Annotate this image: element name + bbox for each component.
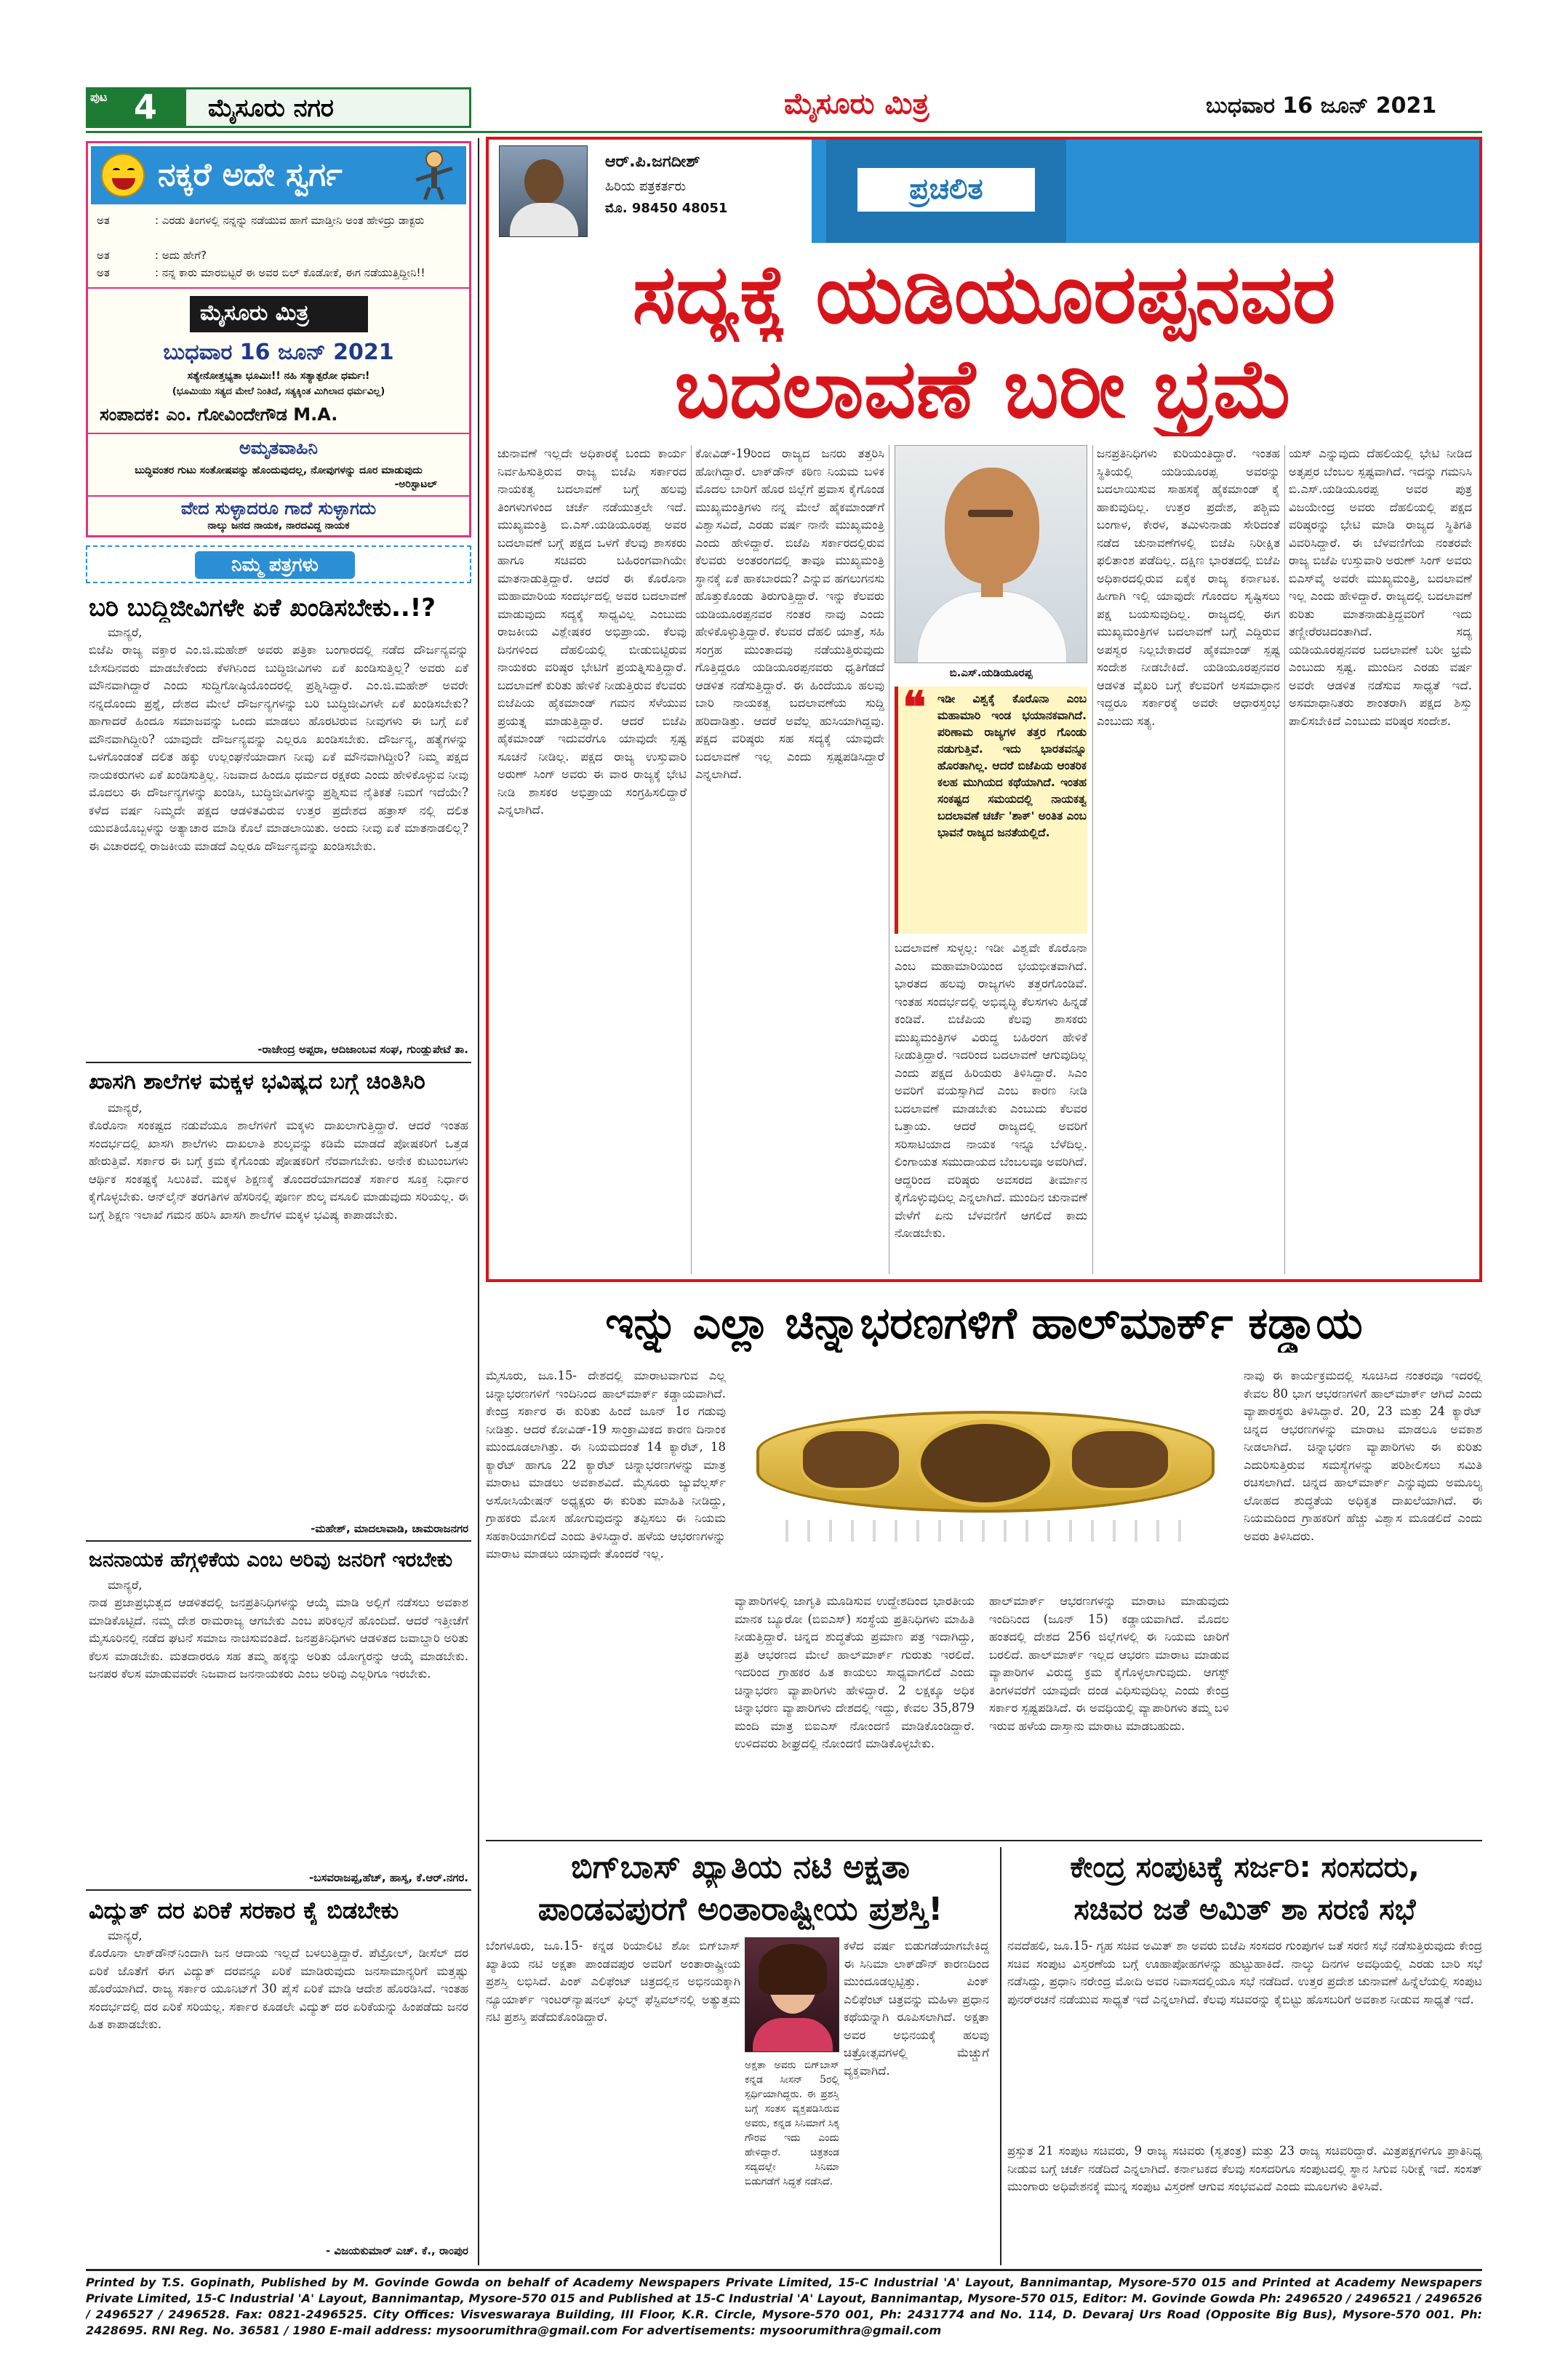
masthead-logo: ಮೈಸೂರು ಮಿತ್ರ <box>784 87 929 121</box>
feature-body-col4: ಜನಪ್ರತಿನಿಧಿಗಳು ಕುರಿಯಂತಿದ್ದಾರೆ. ಇಂತಹ ಸ್ಥಿತಿಯಲ್ಲಿ ಯಡಿಯೂರಪ್ಪ ಅವರನ್ನು ಬದಲಾಯಿಸುವ ಸಾಹಸಕ್ಕೆ ಹೈಕಮಾಂಡ್ ಕೈ ಹಾಕುವುದಿಲ್ಲ. ಉತ್ತರ ಪ್ರದೇಶ, ಪಶ್ಚಿಮ ಬಂಗಾಳ, ಕೇರಳ, ತಮಿಳುನಾಡು ಸೇರಿದಂತೆ ನಡೆದ ಚುನಾವಣೆಗಳಲ್ಲಿ ಬಿಜೆಪಿ ನಿರೀಕ್ಷಿತ ಫಲಿತಾಂಶ ಪಡೆದಿಲ್ಲ. ದಕ್ಷಿಣ ಭಾರತದಲ್ಲಿ ಬಿಜೆಪಿ ಅಧಿಕಾರದಲ್ಲಿರುವ ಏಕೈಕ ರಾಜ್ಯ ಕರ್ನಾಟಕ. ಹೀಗಾಗಿ ಇಲ್ಲಿ ಯಾವುದೇ ಗೊಂದಲ ಸೃಷ್ಟಿಸಲು ಪಕ್ಷ ಬಯಸುವುದಿಲ್ಲ. ರಾಜ್ಯದಲ್ಲಿ ಈಗ ಮುಖ್ಯಮಂತ್ರಿಗಳ ಬದಲಾವಣೆ ಬಗ್ಗೆ ಎದ್ದಿರುವ ಅಪಸ್ವರ ನಿಲ್ಲಬೇಕಾದರೆ ಹೈಕಮಾಂಡ್ ಸ್ಪಷ್ಟ ಸಂದೇಶ ನೀಡಬೇಕಿದೆ. ಯಡಿಯೂರಪ್ಪನವರ ಆಡಳಿತ ವೈಖರಿ ಬಗ್ಗೆ ಕೆಲವರಿಗೆ ಅಸಮಾಧಾನ ಇದ್ದರೂ ಸರ್ಕಾರಕ್ಕೆ ಅವರೇ ಆಧಾರಸ್ತಂಭ ಎಂಬುದು ಸತ್ಯ. <box>1097 447 1280 728</box>
amrita-text: ಬುದ್ಧಿವಂತರ ಗುಟು ಸಂತೋಷವನ್ನು ಹೊಂದುವುದಲ್ಲ, ನೋವುಗಳನ್ನು ದೂರ ಮಾಡುವುದು <box>135 465 423 476</box>
author-strip <box>489 140 1479 243</box>
bigboss-col3: ಅಕ್ಷತಾ ಅವರು ಬಿಗ್‌ಬಾಸ್ ಕನ್ನಡ ಸೀಸನ್ 5ರಲ್ಲಿ ಸ್ಪರ್ಧಿಯಾಗಿದ್ದರು. ಈ ಪ್ರಶಸ್ತಿ ಬಗ್ಗೆ ಸಂತಸ ವ್ಯಕ್ತಪಡಿಸಿರುವ ಅವರು, ಕನ್ನಡ ಸಿನಿಮಾಗೆ ಸಿಕ್ಕ ಗೌರವ ಇದು ಎಂದು ಹೇಳಿದ್ದಾರೆ. ಚಿತ್ರತಂಡ ಸದ್ಯದಲ್ಲೇ ಸಿನಿಮಾ ಬಿಡುಗಡೆಗೆ ಸಿದ್ಧತೆ ನಡೆಸಿದೆ. <box>745 2059 839 2187</box>
letter-headline: ವಿದ್ಯುತ್ ದರ ಏರಿಕೆ ಸರಕಾರ ಕೈ ಬಿಡಬೇಕು <box>89 1897 399 1924</box>
letters-label-box: ನಿಮ್ಮ ಪತ್ರಗಳು <box>195 551 355 579</box>
letter-headline: ಬರಿ ಬುದ್ಧಿಜೀವಿಗಳೇ ಏಕೆ ಖಂಡಿಸಬೇಕು..!? <box>89 593 436 622</box>
letter-sign: -ಬಸವರಾಜಪ್ಪ,ಹೆಚ್, ಹಾಸ್ಯ, ಕೆ.ಆರ್.ನಗರ. <box>309 1871 468 1884</box>
imprint-footer: Printed by T.S. Gopinath, Published by M. Govinde Gowda on behalf of Academy Newspapers Private Limited, 15-C Industrial 'A' Layout, Bannimantap, Mysore-570 015 and Printed at Academy Newspapers Private Limited, 15-C Industrial 'A' Layout, Bannimantap, Mysore-570 015 and Published at 15-C Industrial 'A' Layout, Bannimantap, Mysore-570 015, Editor: M. Govinde Gowda Ph: 2496520 / 2496521 / 2496526 / 2496527 / 2496528. Fax: 0821-2496525. City Offices: Visveswaraya Building, III Floor, K.R. Circle, Mysore-570 001, Ph: 2431774 and No. 114, D. Devaraj Urs Road (Opposite Big Bus), Mysore-570 001. Ph: 2428695. RNI Reg. No. 36581 / 1980 E-mail address: mysoorumithra@gmail.com For advertisements: mysoorumithra@gmail.com <box>86 2275 1482 2337</box>
photo-caption: ಬಿ.ಎಸ್.ಯಡಿಯೂರಪ್ಪ <box>949 666 1033 679</box>
letter-body: ಕೊರೊನಾ ಸಂಕಷ್ಟದ ನಡುವೆಯೂ ಶಾಲೆಗಳಿಗೆ ಮಕ್ಕಳು ದಾಖಲಾಗುತ್ತಿದ್ದಾರೆ. ಆದರೆ ಇಂತಹ ಸಂದರ್ಭದಲ್ಲಿ ಖಾಸಗಿ ಶಾಲೆಗಳು ದಾಖಲಾತಿ ಶುಲ್ಕವನ್ನು ಕಡಿಮೆ ಮಾಡದೆ ಪೋಷಕರಿಗೆ ಒತ್ತಡ ಹೇರುತ್ತಿವೆ. ಸರ್ಕಾರ ಈ ಬಗ್ಗೆ ಕ್ರಮ ಕೈಗೊಂಡು ಪೋಷಕರಿಗೆ ನೆರವಾಗಬೇಕು. ಅನೇಕ ಕುಟುಂಬಗಳು ಆರ್ಥಿಕ ಸಂಕಷ್ಟಕ್ಕೆ ಸಿಲುಕಿವೆ. ಮಕ್ಕಳ ಶಿಕ್ಷಣಕ್ಕೆ ತೊಂದರೆಯಾಗದಂತೆ ಸರ್ಕಾರ ಸೂಕ್ತ ನಿರ್ಧಾರ ಕೈಗೊಳ್ಳಬೇಕು. ಆನ್‌ಲೈನ್ ತರಗತಿಗಳ ಹೆಸರಿನಲ್ಲಿ ಪೂರ್ಣ ಶುಲ್ಕ ವಸೂಲಿ ಮಾಡುವುದು ಸರಿಯಲ್ಲ. ಈ ಬಗ್ಗೆ ಶಿಕ್ಷಣ ಇಲಾಖೆ ಗಮನ ಹರಿಸಿ ಖಾಸಗಿ ಶಾಲೆಗಳ ಮಕ್ಕಳ ಭವಿಷ್ಯ ಕಾಪಾಡಬೇಕು. <box>89 1118 468 1222</box>
letter-sign: -ಮಹೇಶ್, ಮಾದಲಾವಾಡಿ, ಚಾಮರಾಜನಗರ <box>311 1522 468 1535</box>
vachana-title: ವೇದ ಸುಳ್ಳಾದರೂ ಗಾದೆ ಸುಳ್ಳಾಗದು <box>180 498 377 519</box>
amrita-title: ಅಮೃತವಾಹಿನಿ <box>239 438 318 458</box>
letter-sign: - ವಿಜಯಕುಮಾರ್ ಎಚ್. ಕೆ., ರಾಂಪುರ <box>325 2244 468 2257</box>
feature-headline-2: ಬದಲಾವಣೆ ಬರೀ ಭ್ರಮೆ <box>674 342 1294 436</box>
masthead-mini: ಮೈಸೂರು ಮಿತ್ರ <box>190 296 368 332</box>
gold-waistbelt-photo <box>735 1367 1236 1585</box>
nakkare-title: ನಕ್ಕರೆ ಅದೇ ಸ್ವರ್ಗ <box>158 156 343 193</box>
hallmark-col1: ಮೈಸೂರು, ಜೂ.15- ದೇಶದಲ್ಲಿ ಮಾರಾಟವಾಗುವ ಎಲ್ಲ ಚಿನ್ನಾಭರಣಗಳಿಗೆ ಇಂದಿನಿಂದ ಹಾಲ್‌ಮಾರ್ಕ್ ಕಡ್ಡಾಯವಾಗಿದೆ. ಕೇಂದ್ರ ಸರ್ಕಾರ ಈ ಕುರಿತು ಹಿಂದೆ ಜೂನ್ 1ರ ಗಡುವು ನೀಡಿತ್ತು. ಆದರೆ ಕೋವಿಡ್-19 ಸಾಂಕ್ರಾಮಿಕದ ಕಾರಣ ದಿನಾಂಕ ಮುಂದೂಡಲಾಗಿತ್ತು. ಈ ನಿಯಮದಂತೆ 14 ಕ್ಯಾರೆಟ್, 18 ಕ್ಯಾರೆಟ್ ಹಾಗೂ 22 ಕ್ಯಾರೆಟ್ ಚಿನ್ನಾಭರಣಗಳನ್ನು ಮಾತ್ರ ಮಾರಾಟ ಮಾಡಲು ಅವಕಾಶವಿದೆ. ಮೈಸೂರು ಜ್ಯುವೆಲ್ಲರ್ಸ್ ಅಸೋಸಿಯೇಷನ್ ಅಧ್ಯಕ್ಷರು ಈ ಕುರಿತು ಮಾಹಿತಿ ನೀಡಿದ್ದು, ಗ್ರಾಹಕರು ಮೋಸ ಹೋಗುವುದನ್ನು ತಪ್ಪಿಸಲು ಈ ನಿಯಮ ಸಹಕಾರಿಯಾಗಲಿದೆ ಎಂದು ತಿಳಿಸಿದ್ದಾರೆ. ಹಳೆಯ ಆಭರಣಗಳನ್ನು ಮಾರಾಟ ಮಾಡಲು ಯಾವುದೇ ತೊಂದರೆ ಇಲ್ಲ. <box>486 1369 726 1561</box>
letter-headline: ಜನನಾಯಕ ಹೆಗ್ಗಳಿಕೆಯ ಎಂಬ ಅರಿವು ಜನರಿಗೆ ಇರಬೇಕು <box>89 1548 453 1572</box>
letter-salutation: ಮಾನ್ಯರೆ, <box>108 1578 143 1592</box>
letter-salutation: ಮಾನ್ಯರೆ, <box>108 625 143 639</box>
letter-body: ಬಿಜೆಪಿ ರಾಜ್ಯ ವಕ್ತಾರ ಎಂ.ಜಿ.ಮಹೇಶ್ ಅವರು ಪತ್ರಿಕಾ ಬಂಗಾರದಲ್ಲಿ ನಡೆದ ದೌರ್ಜನ್ಯವನ್ನು ಬೇಸದಿನವರು ಮಾಡಬೇಕೆಂದು ಕೆಳಗಿನಿಂದ ಬುದ್ಧಿಜೀವಿಗಳು ಏಕೆ ಖಂಡಿಸುತ್ತಿಲ್ಲ? ಅವರು ಏಕೆ ಮೌನವಾಗಿದ್ದಾರೆ ಎಂದು ಸುದ್ದಿಗೋಷ್ಠಿಯೊಂದರಲ್ಲಿ ಪ್ರಶ್ನಿಸಿದ್ದಾರೆ. ಎಂ.ಜಿ.ಮಹೇಶ್ ಅವರೇ ನನ್ನದೊಂದು ಪ್ರಶ್ನೆ, ದೇಶದ ಮೇಲೆ ದೌರ್ಜನ್ಯಗಳನ್ನು ಬರಿ ಬುದ್ಧಿಜೀವಿಗಳೇ ಏಕೆ ಖಂಡಿಸಬೇಕು? ಹಾಗಾದರೆ ಹಿಂದೂ ಸಮಾಜವನ್ನು ಒಂದು ಮಾಡಲು ಹೊರಟಿರುವ ನೀವುಗಳು ಈ ಬಗ್ಗೆ ಏಕೆ ಮೌನವಾಗಿದ್ದೀರಿ? ಯಾವುದೇ ದೌರ್ಜನ್ಯವನ್ನು ಎಲ್ಲರೂ ಖಂಡಿಸಬೇಕು. ದೌರ್ಜನ್ಯ, ಹತ್ಯೆಗಳನ್ನು ಒಳಗೊಂಡಂತೆ ದಲಿತ ಹಕ್ಕು ಉಲ್ಲಂಘನೆಯಾದಾಗ ನೀವು ಏಕೆ ಮೌನವಾಗಿದ್ದೀರಿ? ನಿಮ್ಮ ಪಕ್ಷದ ನಾಯಕರುಗಳು ಏಕೆ ಖಂಡಿಸುತ್ತಿಲ್ಲ. ನಿಜವಾದ ಹಿಂದೂ ಧರ್ಮದ ರಕ್ಷಕರು ಎಂದು ಹೇಳಿಕೊಳ್ಳುವ ನೀವು ಮೊದಲು ಈ ದೌರ್ಜನ್ಯಗಳನ್ನು ಖಂಡಿಸಿ, ಬುದ್ಧಿಜೀವಿಗಳನ್ನು ಪ್ರಶ್ನಿಸುವ ನೈತಿಕತೆ ನಿಮಗೆ ಇದೆಯೇ? ಕಳೆದ ವರ್ಷ ನಿಮ್ಮದೇ ಪಕ್ಷದ ಆಡಳಿತವಿರುವ ಉತ್ತರ ಪ್ರದೇಶದ ಹತ್ರಾಸ್ ನಲ್ಲಿ ದಲಿತ ಯುವತಿಯೊಬ್ಬಳನ್ನು ಅತ್ಯಾಚಾರ ಮಾಡಿ ಕೊಲೆ ಮಾಡಲಾಯಿತು. ಅಂದು ನೀವು ಏಕೆ ಮಾತನಾಡಲಿಲ್ಲ? ಈ ವಿಚಾರದಲ್ಲಿ ರಾಜಕೀಯ ಮಾಡದೆ ಎಲ್ಲರೂ ದೌರ್ಜನ್ಯವನ್ನು ಖಂಡಿಸಬೇಕು. <box>89 643 468 853</box>
page-number: 4 <box>134 87 158 127</box>
akshata-photo <box>745 1937 839 2052</box>
letter-body: ಕೊರೊನಾ ಲಾಕ್‌ಡೌನ್‌ನಿಂದಾಗಿ ಜನ ಆದಾಯ ಇಲ್ಲದೆ ಬಳಲುತ್ತಿದ್ದಾರೆ. ಪೆಟ್ರೋಲ್, ಡೀಸೆಲ್ ದರ ಏರಿಕೆ ಜೊತೆಗೆ ಈಗ ವಿದ್ಯುತ್ ದರವನ್ನೂ ಏರಿಕೆ ಮಾಡಿರುವುದು ಜನಸಾಮಾನ್ಯರಿಗೆ ಮತ್ತಷ್ಟು ಹೊರೆಯಾಗಿದೆ. ರಾಜ್ಯ ಸರ್ಕಾರ ಯೂನಿಟ್‌ಗೆ 30 ಪೈಸೆ ಏರಿಕೆ ಮಾಡಿ ಆದೇಶ ಹೊರಡಿಸಿದೆ. ಇಂತಹ ಸಂದರ್ಭದಲ್ಲಿ ದರ ಏರಿಕೆ ಸರಿಯಲ್ಲ. ಸರ್ಕಾರ ಕೂಡಲೇ ವಿದ್ಯುತ್ ದರ ಏರಿಕೆಯನ್ನು ಹಿಂಪಡೆದು ಜನರ ಹಿತ ಕಾಪಾಡಬೇಕು. <box>89 1946 468 2031</box>
letters-header <box>86 545 471 583</box>
feature-body-col3: ಬದಲಾವಣೆ ಸುಳ್ಳಲ್ಲ: ಇಡೀ ವಿಶ್ವವೇ ಕೊರೊನಾ ಎಂಬ ಮಹಾಮಾರಿಯಿಂದ ಭಯಭೀತವಾಗಿದೆ. ಭಾರತದ ಹಲವು ರಾಜ್ಯಗಳು ತತ್ತರಗೊಂಡಿವೆ. ಇಂತಹ ಸಂದರ್ಭದಲ್ಲಿ ಅಭಿವೃದ್ಧಿ ಕೆಲಸಗಳು ಹಿನ್ನಡೆ ಕಂಡಿವೆ. ಬಿಜೆಪಿಯ ಕೆಲವು ಶಾಸಕರು ಮುಖ್ಯಮಂತ್ರಿಗಳ ವಿರುದ್ಧ ಬಹಿರಂಗ ಹೇಳಿಕೆ ನೀಡುತ್ತಿದ್ದಾರೆ. ಇದರಿಂದ ಬದಲಾವಣೆ ಆಗುವುದಿಲ್ಲ ಎಂದು ಪಕ್ಷದ ಹಿರಿಯರು ತಿಳಿಸಿದ್ದಾರೆ. ಸಿಎಂ ಅವರಿಗೆ ವಯಸ್ಸಾಗಿದೆ ಎಂಬ ಕಾರಣ ನೀಡಿ ಬದಲಾವಣೆ ಮಾಡಬೇಕು ಎಂಬುದು ಕೆಲವರ ಒತ್ತಾಯ. ಆದರೆ ರಾಜ್ಯದಲ್ಲಿ ಅವರಿಗೆ ಸರಿಸಾಟಿಯಾದ ನಾಯಕ ಇನ್ನೂ ಬೆಳೆದಿಲ್ಲ. ಲಿಂಗಾಯತ ಸಮುದಾಯದ ಬೆಂಬಲವೂ ಅವರಿಗಿದೆ. ಆದ್ದರಿಂದ ವರಿಷ್ಠರು ಅವಸರದ ತೀರ್ಮಾನ ಕೈಗೊಳ್ಳುವುದಿಲ್ಲ ಎನ್ನಲಾಗಿದೆ. ಮುಂದಿನ ಚುನಾವಣೆ ವೇಳೆಗೆ ಏನು ಬೆಳವಣಿಗೆ ಆಗಲಿದೆ ಕಾದು ನೋಡಬೇಕು. <box>895 941 1087 1240</box>
laughing-face-icon <box>101 153 145 197</box>
editor-line: ಸಂಪಾದಕ: ಎಂ. ಗೋವಿಂದೇಗೌಡ M.A. <box>100 404 338 425</box>
nakkare-box <box>86 141 471 537</box>
author-name: ಆರ್.ಪಿ.ಜಗದೀಶ್ <box>605 153 700 171</box>
hallmark-headline: ಇನ್ನು ಎಲ್ಲಾ ಚಿನ್ನಾಭರಣಗಳಿಗೆ ಹಾಲ್‌ಮಾರ್ಕ್ ಕಡ್ಡಾಯ <box>605 1298 1363 1349</box>
feature-body-col2: ಕೋವಿಡ್-19ರಿಂದ ರಾಜ್ಯದ ಜನರು ತತ್ತರಿಸಿ ಹೋಗಿದ್ದಾರೆ. ಲಾಕ್‌ಡೌನ್ ಕಠಿಣ ನಿಯಮ ಬಳಿಕ ಮೊದಲ ಬಾರಿಗೆ ಹೊರ ಜಿಲ್ಲೆಗೆ ಪ್ರವಾಸ ಕೈಗೊಂಡ ಮುಖ್ಯಮಂತ್ರಿಗಳು ನನ್ನ ಮೇಲೆ ಹೈಕಮಾಂಡ್‌ಗೆ ವಿಶ್ವಾಸವಿದೆ, ಎರಡು ವರ್ಷ ನಾನೇ ಮುಖ್ಯಮಂತ್ರಿ ಎಂದು ಹೇಳಿದ್ದಾರೆ. ಬಿಜೆಪಿ ಸರ್ಕಾರದಲ್ಲಿರುವ ಕೆಲವರು ಅಂತರಂಗದಲ್ಲಿ ತಾವೂ ಮುಖ್ಯಮಂತ್ರಿ ಸ್ಥಾನಕ್ಕೆ ಏಕೆ ಹಾಕಬಾರದು? ಎನ್ನುವ ಹಗಲುಗನಸು ಹೊತ್ತುಕೊಂಡು ತಿರುಗುತ್ತಿದ್ದಾರೆ. ಇನ್ನು ಕೆಲವರು ಯಡಿಯೂರಪ್ಪನವರ ನಂತರ ನಾವು ಎಂದು ಹೇಳಿಕೊಳ್ಳುತ್ತಿದ್ದಾರೆ. ಕೆಲವರ ದೆಹಲಿ ಯಾತ್ರೆ, ಸಹಿ ಸಂಗ್ರಹ ಮುಂತಾದವು ನಡೆಯುತ್ತಿರುವುದು ಗೊತ್ತಿದ್ದರೂ ಯಡಿಯೂರಪ್ಪನವರು ಧೃತಿಗೆಡದೆ ಆಡಳಿತ ನಡೆಸುತ್ತಿದ್ದಾರೆ. ಈ ಹಿಂದೆಯೂ ಹಲವು ಬಾರಿ ನಾಯಕತ್ವ ಬದಲಾವಣೆಯ ಸುದ್ದಿ ಹರಿದಾಡಿತ್ತು. ಆದರೆ ಅವೆಲ್ಲ ಹುಸಿಯಾಗಿದ್ದವು. ಪಕ್ಷದ ವರಿಷ್ಠರು ಸಹ ಸದ್ಯಕ್ಕೆ ಯಾವುದೇ ಬದಲಾವಣೆ ಇಲ್ಲ ಎಂದು ಸ್ಪಷ್ಟಪಡಿಸಿದ್ದಾರೆ ಎನ್ನಲಾಗಿದೆ. <box>695 447 884 781</box>
quote-mark-icon: ❝ <box>903 682 927 733</box>
infobox-date: ಬುಧವಾರ 16 ಜೂನ್ 2021 <box>163 340 394 365</box>
pull-quote-box <box>895 682 1087 934</box>
pull-quote-text: ಇಡೀ ವಿಶ್ವಕ್ಕೆ ಕೊರೊನಾ ಎಂಬ ಮಹಾಮಾರಿ ಇಂಡ ಭಯಾನಕವಾಗಿದೆ. ಪರಿಣಾಮ ರಾಜ್ಯಗಳ ತತ್ತರ ಗೊಂಡು ನಡುಗುತ್ತಿವೆ. ಇದು ಭಾರತವನ್ನೂ ಹೊರತಾಗಿಲ್ಲ. ಆದರೆ ಬಿಜೆಪಿಯ ಆಂತರಿಕ ಕಲಹ ಮುಗಿಯದ ಕಥೆಯಾಗಿದೆ. ಇಂತಹ ಸಂಕಷ್ಟದ ಸಮಯದಲ್ಲಿ ನಾಯಕತ್ವ ಬದಲಾವಣೆ ಚರ್ಚೆ 'ಶಾಕ್' ಅಂತಿತ ಎಂಬ ಭಾವನೆ ರಾಜ್ಯದ ಜನತೆಯಲ್ಲಿದೆ. <box>937 692 1087 839</box>
letters-section <box>86 545 471 2269</box>
bigboss-col2: ಕಳೆದ ವರ್ಷ ಬಿಡುಗಡೆಯಾಗಬೇಕಿದ್ದ ಈ ಸಿನಿಮಾ ಲಾಕ್‌ಡೌನ್ ಕಾರಣದಿಂದ ಮುಂದೂಡಲ್ಪಟ್ಟಿತ್ತು. ಪಿಂಕ್ ಎಲಿಫೆಂಟ್ ಚಿತ್ರವನ್ನು ಮಹಿಳಾ ಪ್ರಧಾನ ಕಥೆಯನ್ನಾಗಿ ರೂಪಿಸಲಾಗಿದೆ. ಅಕ್ಷತಾ ಅವರ ಅಭಿನಯಕ್ಕೆ ಹಲವು ಚಿತ್ರೋತ್ಸವಗಳಲ್ಲಿ ಮೆಚ್ಚುಗೆ ವ್ಯಕ್ತವಾಗಿದೆ. <box>844 1939 989 2078</box>
cabinet-col2: ಪ್ರಸ್ತುತ 21 ಸಂಪುಟ ಸಚಿವರು, 9 ರಾಜ್ಯ ಸಚಿವರು (ಸ್ವತಂತ್ರ) ಮತ್ತು 23 ರಾಜ್ಯ ಸಚಿವರಿದ್ದಾರೆ. ಮಿತ್ರಪಕ್ಷಗಳಿಗೂ ಪ್ರಾತಿನಿಧ್ಯ ನೀಡುವ ಬಗ್ಗೆ ಚರ್ಚೆ ನಡೆದಿದೆ ಎನ್ನಲಾಗಿದೆ. ಕರ್ನಾಟಕದ ಕೆಲವು ಸಂಸದರಿಗೂ ಸಂಪುಟದಲ್ಲಿ ಸ್ಥಾನ ಸಿಗುವ ನಿರೀಕ್ಷೆ ಇದೆ. ಸಂಸತ್ ಮುಂಗಾರು ಅಧಿವೇಶನಕ್ಕೆ ಮುನ್ನ ಸಂಪುಟ ವಿಸ್ತರಣೆ ಆಗುವ ಸಂಭವವಿದೆ ಎಂದು ಮೂಲಗಳು ತಿಳಿಸಿವೆ. <box>1007 2144 1482 2193</box>
letter-body: ನಾಡ ಪ್ರಜಾಪ್ರಭುತ್ವದ ಆಡಳಿತದಲ್ಲಿ ಜನಪ್ರತಿನಿಧಿಗಳನ್ನು ಆಯ್ಕೆ ಮಾಡಿ ಅಲ್ಲಿಗೆ ನಡೆಸಲು ಅವಕಾಶ ಮಾಡಿಕೊಟ್ಟಿದೆ. ನಮ್ಮ ದೇಶ ರಾಮರಾಜ್ಯ ಆಗಬೇಕು ಎಂಬ ಪರಿಕಲ್ಪನೆ ಹೊಂದಿದೆ. ಆದರೆ ಇತ್ತೀಚೆಗೆ ಮೈಸೂರಿನಲ್ಲಿ ನಡೆದ ಘಟನೆ ಸಮಾಜ ನಾಚಿಸುವಂತಿದೆ. ಜನಪ್ರತಿನಿಧಿಗಳು ಆಡಳಿತದ ಜವಾಬ್ದಾರಿ ಅರಿತು ಕೆಲಸ ಮಾಡಬೇಕು. ಮತದಾರರೂ ಸಹ ತಮ್ಮ ಹಕ್ಕನ್ನು ಅರಿತು ಯೋಗ್ಯರನ್ನು ಆಯ್ಕೆ ಮಾಡಬೇಕು. ಜನಪರ ಕೆಲಸ ಮಾಡುವವರೇ ನಿಜವಾದ ಜನನಾಯಕರು ಎಂಬ ಅರಿವು ಎಲ್ಲರಿಗೂ ಇರಬೇಕು. <box>89 1596 468 1681</box>
amrita-author: -ಅರಿಸ್ಟಾಟಲ್ <box>394 479 437 490</box>
infobox-motto2: (ಭೂಮಿಯು ಸತ್ಯದ ಮೇಲೆ ನಿಂತಿದೆ, ಸತ್ಯಕ್ಕಿಂತ ಮಿಗಿಲಾದ ಧರ್ಮವಿಲ್ಲ) <box>172 386 385 397</box>
bigboss-headline-1: ಬಿಗ್‌ಬಾಸ್ ಖ್ಯಾತಿಯ ನಟಿ ಅಕ್ಷತಾ <box>571 1849 910 1886</box>
cartoon-figure-icon <box>411 151 457 200</box>
nakkare-header <box>91 146 466 204</box>
page-label-box <box>86 87 184 128</box>
cabinet-col1: ನವದೆಹಲಿ, ಜೂ.15- ಗೃಹ ಸಚಿವ ಅಮಿತ್ ಶಾ ಅವರು ಬಿಜೆಪಿ ಸಂಸದರ ಗುಂಪುಗಳ ಜತೆ ಸರಣಿ ಸಭೆ ನಡೆಸುತ್ತಿರುವುದು ಕೇಂದ್ರ ಸಚಿವ ಸಂಪುಟ ವಿಸ್ತರಣೆಯ ಬಗ್ಗೆ ಊಹಾಪೋಹಗಳನ್ನು ಹುಟ್ಟುಹಾಕಿದೆ. ನಾಲ್ಕು ದಿನಗಳ ಅವಧಿಯಲ್ಲಿ ಎರಡು ಬಾರಿ ಸಭೆ ನಡೆಸಿದ್ದು, ಪ್ರಧಾನಿ ನರೇಂದ್ರ ಮೋದಿ ಅವರ ನಿವಾಸದಲ್ಲಿಯೂ ಸಭೆ ನಡೆದಿದೆ. ಉತ್ತರ ಪ್ರದೇಶ ಚುನಾವಣೆ ಹಿನ್ನೆಲೆಯಲ್ಲಿ ಸಂಪುಟ ಪುನರ್‌ರಚನೆ ನಡೆಯುವ ಸಾಧ್ಯತೆ ಇದೆ ಎನ್ನಲಾಗಿದೆ. ಕೆಲವು ಸಚಿವರನ್ನು ಕೈಬಿಟ್ಟು ಹೊಸಬರಿಗೆ ಅವಕಾಶ ನೀಡುವ ಸಾಧ್ಯತೆ ಇದೆ. <box>1007 1939 1482 2006</box>
cabinet-headline-2: ಸಚಿವರ ಜತೆ ಅಮಿತ್ ಶಾ ಸರಣಿ ಸಭೆ <box>1073 1893 1416 1926</box>
bigboss-headline-2: ಪಾಂಡವಪುರಗೆ ಅಂತಾರಾಷ್ಟ್ರೀಯ ಪ್ರಶಸ್ತಿ! <box>537 1891 943 1928</box>
section-name: ಮೈಸೂರು ನಗರ <box>208 94 334 123</box>
author-phone: ಮೊ. 98450 48051 <box>605 201 728 216</box>
feature-headline-1: ಸದ್ಯಕ್ಕೆ ಯಡಿಯೂರಪ್ಪನವರ <box>632 247 1336 342</box>
section-name-box <box>184 87 471 128</box>
hallmark-col1b <box>486 1694 726 1833</box>
hallmark-col3: ಹಾಲ್‌ಮಾರ್ಕ್ ಆಭರಣಗಳನ್ನು ಮಾರಾಟ ಮಾಡುವುದು ಇಂದಿನಿಂದ (ಜೂನ್ 15) ಕಡ್ಡಾಯವಾಗಿದೆ. ಮೊದಲ ಹಂತದಲ್ಲಿ ದೇಶದ 256 ಜಿಲ್ಲೆಗಳಲ್ಲಿ ಈ ನಿಯಮ ಜಾರಿಗೆ ಬರಲಿದೆ. ಹಾಲ್‌ಮಾರ್ಕ್ ಇಲ್ಲದ ಆಭರಣ ಮಾರಾಟ ಮಾಡುವ ವ್ಯಾಪಾರಿಗಳ ವಿರುದ್ಧ ಕ್ರಮ ಕೈಗೊಳ್ಳಲಾಗುವುದು. ಆಗಸ್ಟ್ ತಿಂಗಳವರೆಗೆ ಯಾವುದೇ ದಂಡ ವಿಧಿಸುವುದಿಲ್ಲ ಎಂದು ಕೇಂದ್ರ ಸರ್ಕಾರ ಸ್ಪಷ್ಟಪಡಿಸಿದೆ. ಈ ಅವಧಿಯಲ್ಲಿ ವ್ಯಾಪಾರಿಗಳು ತಮ್ಮ ಬಳಿ ಇರುವ ಹಳೆಯ ದಾಸ್ತಾನು ಮಾರಾಟ ಮಾಡಬಹುದು. <box>989 1594 1229 1733</box>
infobox-motto: ಸತ್ಯೇನೋತ್ತಭ್ಯತಾ ಭೂಮಿಃ!! ನಹಿ ಸತ್ಯಾತ್ಪರೋ ಧರ್ಮಃ! <box>187 370 370 382</box>
header-rule <box>86 131 1482 133</box>
hallmark-col2: ವ್ಯಾಪಾರಿಗಳಲ್ಲಿ ಜಾಗೃತಿ ಮೂಡಿಸುವ ಉದ್ದೇಶದಿಂದ ಭಾರತೀಯ ಮಾನಕ ಬ್ಯೂರೋ (ಬಿಐಎಸ್) ಸಂಸ್ಥೆಯ ಪ್ರತಿನಿಧಿಗಳು ಮಾಹಿತಿ ನೀಡುತ್ತಿದ್ದಾರೆ. ಚಿನ್ನದ ಶುದ್ಧತೆಯ ಪ್ರಮಾಣ ಪತ್ರ ಇದಾಗಿದ್ದು, ಪ್ರತಿ ಆಭರಣದ ಮೇಲೆ ಹಾಲ್‌ಮಾರ್ಕ್ ಗುರುತು ಇರಲಿದೆ. ಇದರಿಂದ ಗ್ರಾಹಕರ ಹಿತ ಕಾಯಲು ಸಾಧ್ಯವಾಗಲಿದೆ ಎಂದು ಚಿನ್ನಾಭರಣ ವ್ಯಾಪಾರಿಗಳು ಹೇಳಿದ್ದಾರೆ. 2 ಲಕ್ಷಕ್ಕೂ ಅಧಿಕ ಚಿನ್ನಾಭರಣ ವ್ಯಾಪಾರಿಗಳು ದೇಶದಲ್ಲಿ ಇದ್ದು, ಕೇವಲ 35,879 ಮಂದಿ ಮಾತ್ರ ಬಿಐಎಸ್ ನೋಂದಣಿ ಮಾಡಿಕೊಂಡಿದ್ದಾರೆ. ಉಳಿದವರು ಶೀಘ್ರದಲ್ಲಿ ನೋಂದಣಿ ಮಾಡಿಕೊಳ್ಳಬೇಕು. <box>735 1594 975 1750</box>
letter-sign: -ರಾಜೇಂದ್ರ ಅಪ್ಪರಾ, ಆದಿಜಾಂಬವ ಸಂಘ, ಗುಂಡ್ಲುಪೇಟೆ ತಾ. <box>257 1043 468 1056</box>
vachana-text: ನಾಲ್ಕು ಜನದ ನಾಯಕ, ನಾರದವಿದ್ದ ನಾಯಕ <box>207 520 350 532</box>
column-banner <box>812 140 1479 243</box>
cabinet-headline-1: ಕೇಂದ್ರ ಸಂಪುಟಕ್ಕೆ ಸರ್ಜರಿ: ಸಂಸದರು, <box>1070 1851 1420 1884</box>
letter-salutation: ಮಾನ್ಯರೆ, <box>108 1101 143 1115</box>
letter-salutation: ಮಾನ್ಯರೆ, <box>108 1929 143 1942</box>
author-photo <box>499 145 588 237</box>
nakkare-lines: ಅತ : ಎರಡು ತಿಂಗಳಲ್ಲಿ ನನ್ನನ್ನು ನಡೆಯುವ ಹಾಗೆ ಮಾಡ್ತೀನಿ ಅಂತ ಹೇಳಿದ್ರು ಡಾಕ್ಟರು ಅತ : ಅದು ಹೇಗೆ? ಅತ : ನನ್ನ ಕಾರು ಮಾರಬಿಟ್ಟರೆ ಈ ಅವರ ಬಿಲ್ ಕೊಡೋಕೆ, ಈಗ ನಡೆಯುತ್ತಿದ್ದೀನಿ!! <box>97 214 425 279</box>
page-header <box>86 87 1482 128</box>
author-role: ಹಿರಿಯ ಪತ್ರಕರ್ತರು <box>605 179 686 194</box>
bigboss-col1: ಬೆಂಗಳೂರು, ಜೂ.15- ಕನ್ನಡ ರಿಯಾಲಿಟಿ ಶೋ ಬಿಗ್‌ಬಾಸ್ ಖ್ಯಾತಿಯ ನಟಿ ಅಕ್ಷತಾ ಪಾಂಡವಪುರ ಅವರಿಗೆ ಅಂತಾರಾಷ್ಟ್ರೀಯ ಪ್ರಶಸ್ತಿ ಲಭಿಸಿದೆ. ಪಿಂಕ್ ಎಲಿಫೆಂಟ್ ಚಿತ್ರದಲ್ಲಿನ ಅಭಿನಯಕ್ಕಾಗಿ ನ್ಯೂಯಾರ್ಕ್ ಇಂಟರ್‌ನ್ಯಾಷನಲ್ ಫಿಲ್ಮ್ ಫೆಸ್ಟಿವಲ್‌ನಲ್ಲಿ ಅತ್ಯುತ್ತಮ ನಟಿ ಪ್ರಶಸ್ತಿ ಪಡೆದುಕೊಂಡಿದ್ದಾರೆ. <box>486 1939 740 2024</box>
column-label-box: ಪ್ರಚಲಿತ <box>855 166 1037 214</box>
page-label: ಪುಟ <box>90 90 108 104</box>
yediyurappa-photo <box>895 445 1087 663</box>
feature-body-col1: ಚುನಾವಣೆ ಇಲ್ಲದೇ ಅಧಿಕಾರಕ್ಕೆ ಬಂದು ಕಾರ್ಯ ನಿರ್ವಹಿಸುತ್ತಿರುವ ರಾಜ್ಯ ಬಿಜೆಪಿ ಸರ್ಕಾರದ ನಾಯಕತ್ವ ಬದಲಾವಣೆ ಬಗ್ಗೆ ಹಲವು ತಿಂಗಳುಗಳಿಂದ ಚರ್ಚೆ ನಡೆಯುತ್ತಲೇ ಇದೆ. ಮುಖ್ಯಮಂತ್ರಿ ಬಿ.ಎಸ್.ಯಡಿಯೂರಪ್ಪ ಅವರ ಬದಲಾವಣೆ ಬಗ್ಗೆ ಪಕ್ಷದ ಒಳಗೆ ಕೆಲವು ಶಾಸಕರು ಹಾಗೂ ಸಚಿವರು ಬಹಿರಂಗವಾಗಿಯೇ ಮಾತನಾಡುತ್ತಿದ್ದಾರೆ. ಆದರೆ ಈ ಕೊರೊನಾ ಮಹಾಮಾರಿಯ ಸಂದರ್ಭದಲ್ಲಿ ಅವರ ಬದಲಾವಣೆ ಮಾಡುವುದು ಸದ್ಯಕ್ಕೆ ಸಾಧ್ಯವಿಲ್ಲ ಎಂಬುದು ರಾಜಕೀಯ ವಿಶ್ಲೇಷಕರ ಅಭಿಪ್ರಾಯ. ಕೆಲವು ದಿನಗಳಿಂದ ದೆಹಲಿಯಲ್ಲಿ ಬೀಡುಬಿಟ್ಟಿರುವ ನಾಯಕರು ವರಿಷ್ಠರ ಭೇಟಿಗೆ ಪ್ರಯತ್ನಿಸುತ್ತಿದ್ದಾರೆ. ಬದಲಾವಣೆ ಕುರಿತು ಹೇಳಿಕೆ ನೀಡುತ್ತಿರುವ ಕೆಲವರು ಬಿಜೆಪಿಯ ಹೈಕಮಾಂಡ್ ಗಮನ ಸೆಳೆಯುವ ಪ್ರಯತ್ನ ಮಾಡುತ್ತಿದ್ದಾರೆ. ಆದರೆ ಬಿಜೆಪಿ ಹೈಕಮಾಂಡ್ ಇದುವರೆಗೂ ಯಾವುದೇ ಸ್ಪಷ್ಟ ಸೂಚನೆ ನೀಡಿಲ್ಲ. ಪಕ್ಷದ ರಾಜ್ಯ ಉಸ್ತುವಾರಿ ಅರುಣ್ ಸಿಂಗ್ ಅವರು ಈ ವಾರ ರಾಜ್ಯಕ್ಕೆ ಭೇಟಿ ನೀಡಿ ಶಾಸಕರ ಅಭಿಪ್ರಾಯ ಸಂಗ್ರಹಿಸಲಿದ್ದಾರೆ ಎನ್ನಲಾಗಿದೆ. <box>497 447 687 817</box>
feature-box <box>486 137 1482 1282</box>
sidebar-divider <box>478 138 479 2265</box>
header-date: ಬುಧವಾರ 16 ಜೂನ್ 2021 <box>1206 93 1437 119</box>
hallmark-col4: ನಾವು ಈ ಕಾರ್ಯಕ್ರಮದಲ್ಲಿ ಸೂಚಿಸಿದ ನಂತರವೂ ಇದರಲ್ಲಿ ಕೇವಲ 80 ಭಾಗ ಆಭರಣಗಳಿಗೆ ಹಾಲ್‌ಮಾರ್ಕ್ ಆಗಿದೆ ಎಂದು ವ್ಯಾಪಾರಸ್ಥರು ತಿಳಿಸಿದ್ದಾರೆ. 20, 23 ಮತ್ತು 24 ಕ್ಯಾರೆಟ್ ಚಿನ್ನದ ಆಭರಣಗಳನ್ನು ಮಾರಾಟ ಮಾಡಲೂ ಅವಕಾಶ ನೀಡಲಾಗಿದೆ. ಚಿನ್ನಾಭರಣ ವ್ಯಾಪಾರಿಗಳು ಈ ಕುರಿತು ಎದುರಿಸುತ್ತಿರುವ ಸಮಸ್ಯೆಗಳನ್ನು ಪರಿಶೀಲಿಸಲು ಸಮಿತಿ ರಚಿಸಲಾಗಿದೆ. ಚಿನ್ನದ ಹಾಲ್‌ಮಾರ್ಕ್ ಎನ್ನುವುದು ಅಮೂಲ್ಯ ಲೋಹದ ಶುದ್ಧತೆಯ ಅಧಿಕೃತ ದಾಖಲೆಯಾಗಿದೆ. ಈ ನಿಯಮದಿಂದ ಗ್ರಾಹಕರಿಗೆ ಹೆಚ್ಚು ವಿಶ್ವಾಸ ಮೂಡಲಿದೆ ಎಂದು ಅವರು ತಿಳಿಸಿದರು. <box>1244 1369 1482 1543</box>
letter-headline: ಖಾಸಗಿ ಶಾಲೆಗಳ ಮಕ್ಕಳ ಭವಿಷ್ಯದ ಬಗ್ಗೆ ಚಿಂತಿಸಿರಿ <box>89 1069 425 1094</box>
feature-body-col5: ಯಸ್ ಎನ್ನುವುದು ದೆಹಲಿಯಲ್ಲಿ ಭೇಟಿ ನೀಡಿದ ಅತೃಪ್ತರ ಬೆಂಬಲ ಸ್ಪಷ್ಟವಾಗಿದೆ. ಇದನ್ನು ಗಮನಿಸಿ ಬಿ.ಎಸ್.ಯಡಿಯೂರಪ್ಪ ಅವರ ಪುತ್ರ ವಿಜಯೇಂದ್ರ ಅವರು ದೆಹಲಿಯಲ್ಲಿ ಪಕ್ಷದ ವರಿಷ್ಠರನ್ನು ಭೇಟಿ ಮಾಡಿ ರಾಜ್ಯದ ಸ್ಥಿತಿಗತಿ ವಿವರಿಸಿದ್ದಾರೆ. ಈ ಬೆಳವಣಿಗೆಯ ನಂತರವೇ ರಾಜ್ಯ ಬಿಜೆಪಿ ಉಸ್ತುವಾರಿ ಅರುಣ್ ಸಿಂಗ್ ಅವರು ಬಿಎಸ್‌ವೈ ಅವರೇ ಮುಖ್ಯಮಂತ್ರಿ, ಬದಲಾವಣೆ ಇಲ್ಲ ಎಂದು ಹೇಳಿದ್ದಾರೆ. ರಾಜ್ಯದಲ್ಲಿ ಬದಲಾವಣೆ ಕುರಿತು ಮಾತನಾಡುತ್ತಿದ್ದವರಿಗೆ ಇದು ತಣ್ಣೀರೆರಚಿದಂತಾಗಿದೆ. ಸದ್ಯ ಯಡಿಯೂರಪ್ಪನವರ ಬದಲಾವಣೆ ಬರೀ ಭ್ರಮೆ ಎಂಬುದು ಸ್ಪಷ್ಟ. ಮುಂದಿನ ಎರಡು ವರ್ಷ ಅವರೇ ಆಡಳಿತ ನಡೆಸುವ ಸಾಧ್ಯತೆ ಇದೆ. ಅಸಮಾಧಾನಿತರು ಶಾಂತರಾಗಿ ಪಕ್ಷದ ಶಿಸ್ತು ಪಾಲಿಸಬೇಕಿದೆ ಎಂಬುದು ವರಿಷ್ಠರ ಸಂದೇಶ. <box>1289 447 1472 728</box>
